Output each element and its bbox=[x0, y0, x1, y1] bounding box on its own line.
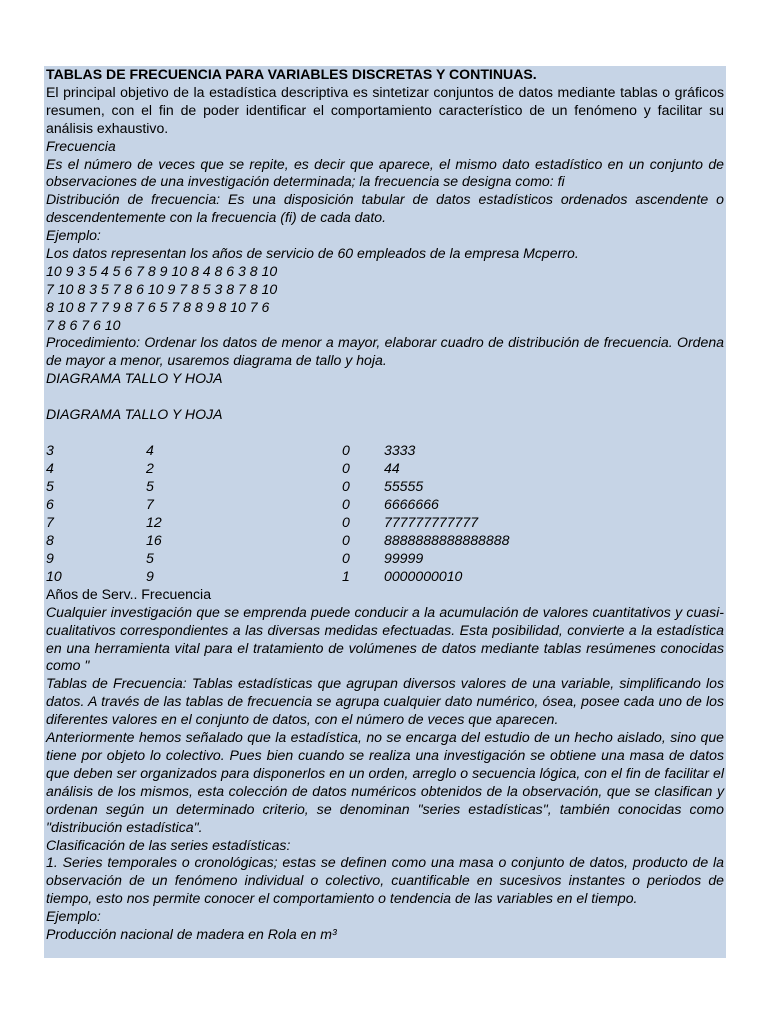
leaf-values: 44 bbox=[384, 459, 400, 476]
document-body bbox=[46, 66, 724, 944]
stem-value: 3 bbox=[46, 441, 54, 458]
frequency-value: 4 bbox=[146, 441, 154, 458]
stem-value: 9 bbox=[46, 549, 54, 566]
stem-leaf-row bbox=[46, 460, 724, 478]
stem-digit: 0 bbox=[342, 549, 350, 566]
data-line: 10 9 3 5 4 5 6 7 8 9 10 8 4 8 6 3 8 10 bbox=[46, 262, 278, 279]
frequency-value: 9 bbox=[146, 567, 154, 584]
produccion-line: Producción nacional de madera en Rola en m³ bbox=[46, 926, 337, 943]
stem-leaf-row bbox=[46, 568, 724, 586]
distribucion-definition: Distribución de frecuencia: Es una disposición tabular de datos estadísticos ordenados ascendente o descendentemente con la frecuencia (fi) de cada dato. bbox=[46, 191, 724, 226]
anteriormente-paragraph: Anteriormente hemos señalado que la estadística, no se encarga del estudio de un hecho aislado, sino que tiene por objeto lo colectivo. Pues bien cuando se realiza una investigación se obtiene una masa de datos que deben ser organizados para disponerlos en un orden, arreglo o secuencia lógica, con el fin de facilitar el análisis de los mismos, esta colección de datos numéricos obtenidos de la observación, que se clasifican y ordenan según un determinado criterio, se denominan "series estadísticas", también conocidas como "distribución estadística". bbox=[46, 729, 724, 835]
stem-value: 10 bbox=[46, 567, 62, 584]
tablas-paragraph: Tablas de Frecuencia: Tablas estadísticas que agrupan diversos valores de una variable, simplificando los datos. A través de las tablas de frecuencia se agrupa cualquier dato numérico, ósea, posee cada uno de los diferentes valores en el conjunto de datos, con el número de veces que aparecen. bbox=[46, 675, 724, 728]
stem-digit: 0 bbox=[342, 441, 350, 458]
stem-value: 4 bbox=[46, 459, 54, 476]
frecuencia-heading: Frecuencia bbox=[46, 137, 116, 154]
stem-leaf-table bbox=[46, 442, 724, 586]
ejemplo-description: Los datos representan los años de servicio de 60 empleados de la empresa Mcperro. bbox=[46, 245, 579, 262]
clasificacion-heading: Clasificación de las series estadísticas: bbox=[46, 836, 291, 853]
stem-table-caption: Años de Serv.. Frecuencia bbox=[46, 585, 212, 602]
intro-paragraph: El principal objetivo de la estadística descriptiva es sintetizar conjuntos de datos mediante tablas o gráficos resumen, con el fin de poder identificar el comportamiento característico de un fenómeno y facilitar su análisis exhaustivo. bbox=[46, 83, 724, 136]
leaf-values: 3333 bbox=[384, 441, 416, 458]
frecuencia-definition: Es el número de veces que se repite, es decir que aparece, el mismo dato estadístico en un conjunto de observaciones de una investigación determinada; la frecuencia se designa como: fi bbox=[46, 155, 724, 190]
stem-leaf-row bbox=[46, 442, 724, 460]
leaf-values: 0000000010 bbox=[384, 567, 463, 584]
stem-leaf-row bbox=[46, 514, 724, 532]
stem-value: 7 bbox=[46, 513, 54, 530]
spacer bbox=[46, 388, 724, 406]
stem-value: 8 bbox=[46, 531, 54, 548]
diagrama-title: DIAGRAMA TALLO Y HOJA bbox=[46, 406, 223, 423]
leaf-values: 99999 bbox=[384, 549, 424, 566]
stem-leaf-row bbox=[46, 532, 724, 550]
stem-digit: 0 bbox=[342, 495, 350, 512]
data-line: 7 10 8 3 5 7 8 6 10 9 7 8 5 3 8 7 8 10 bbox=[46, 280, 278, 297]
stem-leaf-row bbox=[46, 496, 724, 514]
stem-value: 6 bbox=[46, 495, 54, 512]
stem-digit: 0 bbox=[342, 531, 350, 548]
data-line: 8 10 8 7 7 9 8 7 6 5 7 8 8 9 8 10 7 6 bbox=[46, 298, 270, 315]
leaf-values: 777777777777 bbox=[384, 513, 479, 530]
stem-digit: 0 bbox=[342, 513, 350, 530]
frequency-value: 2 bbox=[146, 459, 154, 476]
frequency-value: 5 bbox=[146, 549, 154, 566]
series-paragraph: 1. Series temporales o cronológicas; estas se definen como una masa o conjunto de datos, producto de la observación de un fenómeno individual o colectivo, cuantificable en sucesivos instantes o periodos de tiempo, esto nos permite conocer el comportamiento o tendencia de las variables en el tiempo. bbox=[46, 854, 724, 907]
leaf-values: 6666666 bbox=[384, 495, 439, 512]
leaf-values: 8888888888888888 bbox=[384, 531, 510, 548]
leaf-values: 55555 bbox=[384, 477, 424, 494]
data-line: 7 8 6 7 6 10 bbox=[46, 316, 121, 333]
diagrama-title: DIAGRAMA TALLO Y HOJA bbox=[46, 370, 223, 387]
stem-leaf-row bbox=[46, 550, 724, 568]
ejemplo-label-2: Ejemplo: bbox=[46, 908, 101, 925]
procedimiento-paragraph: Procedimiento: Ordenar los datos de menor a mayor, elaborar cuadro de distribución de frecuencia. Ordena de mayor a menor, usaremos diagrama de tallo y hoja. bbox=[46, 334, 724, 369]
stem-digit: 0 bbox=[342, 459, 350, 476]
frequency-value: 12 bbox=[146, 513, 162, 530]
stem-leaf-row bbox=[46, 478, 724, 496]
frequency-value: 5 bbox=[146, 477, 154, 494]
investigacion-paragraph: Cualquier investigación que se emprenda puede conducir a la acumulación de valores cuantitativos y cuasi-cualitativos correspondientes a las diversas medidas efectuadas. Esta posibilidad, convierte a la estadística en una herramienta vital para el tratamiento de volúmenes de datos mediante tablas resúmenes conocidas como " bbox=[46, 603, 724, 674]
ejemplo-label: Ejemplo: bbox=[46, 227, 101, 244]
frequency-value: 7 bbox=[146, 495, 154, 512]
frequency-value: 16 bbox=[146, 531, 162, 548]
document-title: TABLAS DE FRECUENCIA PARA VARIABLES DISCRETAS Y CONTINUAS. bbox=[46, 66, 537, 82]
stem-digit: 0 bbox=[342, 477, 350, 494]
spacer bbox=[46, 424, 724, 442]
stem-digit: 1 bbox=[342, 567, 350, 584]
stem-value: 5 bbox=[46, 477, 54, 494]
